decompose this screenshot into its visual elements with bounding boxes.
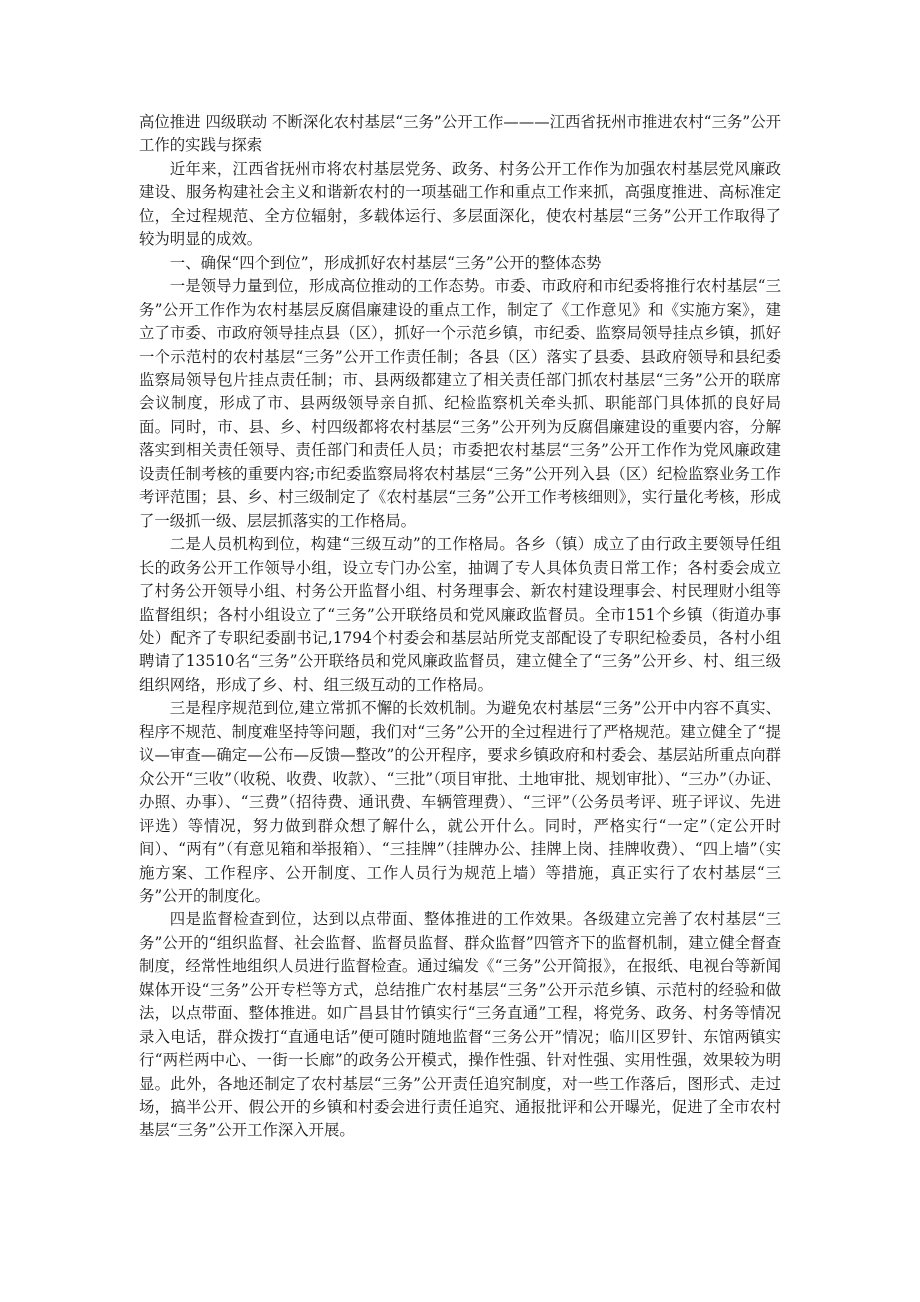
- body-paragraph-4: 四是监督检查到位，达到以点带面、整体推进的工作效果。各级建立完善了农村基层“三务”公开的“组织监督、社会监督、监督员监督、群众监督”四管齐下的监督机制，建立健全督查制度，经常性地组织人员进行监督检查。通过编发《“三务”公开简报》，在报纸、电视台等新闻媒体开设“三务”公开专栏等方式，总结推广农村基层“三务”公开示范乡镇、示范村的经验和做法，以点带面、整体推进。如广昌县甘竹镇实行“三务直通”工程，将党务、政务、村务等情况录入电话，群众拨打“直通电话”便可随时随地监督“三务公开”情况；临川区罗针、东馆两镇实行“两栏两中心、一街一长廊”的政务公开模式，操作性强、针对性强、实用性强，效果较为明显。此外，各地还制定了农村基层“三务”公开责任追究制度，对一些工作落后，图形式、走过场，搞半公开、假公开的乡镇和村委会进行责任追究、通报批评和公开曝光，促进了全市农村基层“三务”公开工作深入开展。: [139, 910, 781, 1140]
- section-heading: 一、确保“四个到位”，形成抓好农村基层“三务”公开的整体态势: [169, 253, 602, 272]
- document-page: [139, 111, 781, 1143]
- document-title: 高位推进 四级联动 不断深化农村基层“三务”公开工作———江西省抚州市推进农村“三务”公开工作的实践与探索: [139, 113, 781, 155]
- body-paragraph-1: 一是领导力量到位，形成高位推动的工作态势。市委、市政府和市纪委将推行农村基层“三务”公开工作作为农村基层反腐倡廉建设的重点工作，制定了《工作意见》和《实施方案》，建立了市委、市政府领导挂点县（区），抓好一个示范乡镇，市纪委、监察局领导挂点乡镇，抓好一个示范村的农村基层“三务”公开工作责任制；各县（区）落实了县委、县政府领导和县纪委监察局领导包片挂点责任制；市、县两级都建立了相关责任部门抓农村基层“三务”公开的联席会议制度，形成了市、县两级领导亲自抓、纪检监察机关牵头抓、职能部门具体抓的良好局面。同时，市、县、乡、村四级都将农村基层“三务”公开列为反腐倡廉建设的重要内容，分解落实到相关责任领导、责任部门和责任人员；市委把农村基层“三务”公开工作作为党风廉政建设责任制考核的重要内容;市纪委监察局将农村基层“三务”公开列入县（区）纪检监察业务工作考评范围；县、乡、村三级制定了《农村基层“三务”公开工作考核细则》，实行量化考核，形成了一级抓一级、层层抓落实的工作格局。: [139, 277, 781, 530]
- intro-paragraph: 近年来，江西省抚州市将农村基层党务、政务、村务公开工作作为加强农村基层党风廉政建设、服务构建社会主义和谐新农村的一项基础工作和重点工作来抓，高强度推进、高标准定位，全过程规范、全方位辐射，多载体运行、多层面深化，使农村基层“三务”公开工作取得了较为明显的成效。: [139, 159, 781, 249]
- body-paragraph-3: 三是程序规范到位,建立常抓不懈的长效机制。为避免农村基层“三务”公开中内容不真实、程序不规范、制度难坚持等问题，我们对“三务”公开的全过程进行了严格规范。建立健全了“提议—审查—确定—公布—反馈—整改”的公开程序，要求乡镇政府和村委会、基层站所重点向群众公开“三收”（收税、收费、收款）、“三批”（项目审批、土地审批、规划审批）、“三办”（办证、办照、办事）、“三费”（招待费、通讯费、车辆管理费）、“三评”（公务员考评、班子评议、先进评选）等情况，努力做到群众想了解什么，就公开什么。同时，严格实行“一定”（定公开时间）、“两有”（有意见箱和举报箱）、“三挂牌”（挂牌办公、挂牌上岗、挂牌收费）、“四上墙”（实施方案、工作程序、公开制度、工作人员行为规范上墙）等措施，真正实行了农村基层“三务”公开的制度化。: [139, 699, 781, 905]
- body-paragraph-2: 二是人员机构到位，构建“三级互动”的工作格局。各乡（镇）成立了由行政主要领导任组长的政务公开工作领导小组，设立专门办公室，抽调了专人具体负责日常工作；各村委会成立了村务公开领导小组、村务公开监督小组、村务理事会、新农村建设理事会、村民理财小组等监督组织；各村小组设立了“三务”公开联络员和党风廉政监督员。全市151个乡镇（街道办事处）配齐了专职纪委副书记,1794个村委会和基层站所党支部配设了专职纪检委员，各村小组聘请了13510名“三务”公开联络员和党风廉政监督员，建立健全了“三务”公开乡、村、组三级组织网络，形成了乡、村、组三级互动的工作格局。: [139, 535, 781, 694]
